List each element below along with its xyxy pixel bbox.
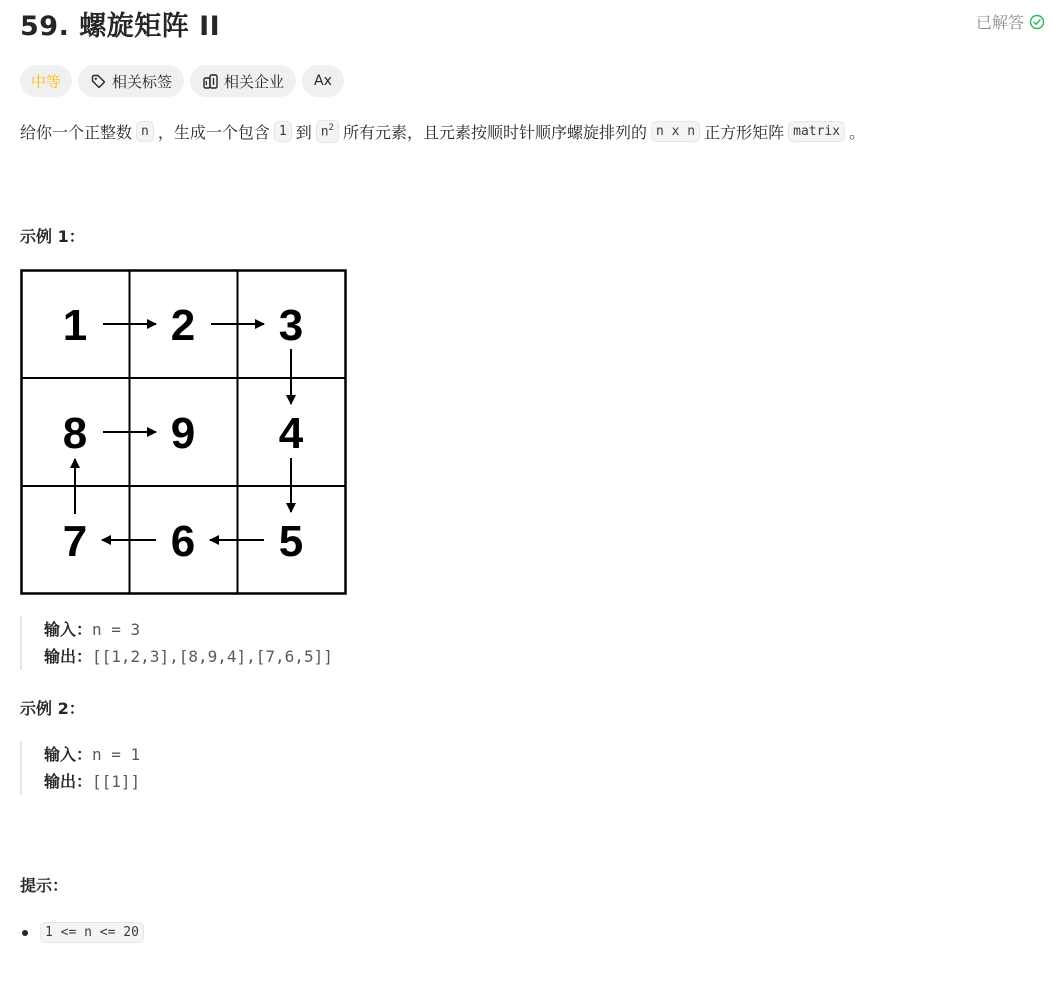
code-matrix: matrix xyxy=(788,121,845,142)
solved-label: 已解答 xyxy=(975,13,1024,32)
code-n: n xyxy=(136,121,154,142)
related-companies-label: 相关企业 xyxy=(224,72,285,91)
example1-io xyxy=(20,616,333,670)
code-n-x-n: n x n xyxy=(651,121,700,142)
desc-text: 给你一个正整数 xyxy=(20,123,133,142)
input-value: n = 3 xyxy=(92,620,141,639)
difficulty-badge[interactable]: 中等 xyxy=(20,65,72,97)
hint-code: 1 <= n <= 20 xyxy=(40,922,144,943)
desc-text: ，生成一个包含 xyxy=(157,123,270,142)
problem-title: 59. 螺旋矩阵 II xyxy=(20,11,221,42)
tag-bar xyxy=(20,65,344,97)
output-label: 输出： xyxy=(44,647,93,666)
spiral-matrix-image xyxy=(20,269,347,595)
matrix-cell-value: 1 xyxy=(62,301,88,350)
check-circle-icon xyxy=(1029,14,1045,30)
example2-heading: 示例 2： xyxy=(20,699,85,718)
hints-heading: 提示： xyxy=(20,876,69,895)
code-n-squared xyxy=(316,120,339,142)
example1-heading: 示例 1： xyxy=(20,227,85,246)
solved-status xyxy=(976,10,1045,33)
matrix-cell-value: 6 xyxy=(170,517,196,566)
hint-list-item xyxy=(20,922,148,943)
example2-io xyxy=(20,741,140,795)
related-companies-button[interactable] xyxy=(190,65,296,97)
desc-text: 。 xyxy=(849,123,866,142)
matrix-cell-value: 5 xyxy=(278,517,304,566)
translate-icon: Ax xyxy=(314,73,332,89)
matrix-cell-value: 8 xyxy=(62,409,88,458)
matrix-cell-value: 9 xyxy=(170,409,196,458)
superscript: 2 xyxy=(328,123,334,134)
desc-text: 正方形矩阵 xyxy=(704,123,785,142)
desc-text: 所有元素，且元素按顺时针顺序螺旋排列的 xyxy=(342,123,647,142)
desc-text: 到 xyxy=(295,123,312,142)
matrix-cell-value: 7 xyxy=(62,517,88,566)
bullet-icon xyxy=(22,930,28,936)
related-tags-button[interactable] xyxy=(78,65,184,97)
input-value: n = 1 xyxy=(92,745,141,764)
matrix-cell-value: 3 xyxy=(278,301,304,350)
code-1: 1 xyxy=(274,121,292,142)
tag-icon xyxy=(90,73,107,90)
code-n-base: n xyxy=(320,124,329,140)
output-value: [[1,2,3],[8,9,4],[7,6,5]] xyxy=(92,647,333,666)
input-label: 输入： xyxy=(44,620,93,639)
matrix-cell-value: 2 xyxy=(170,301,196,350)
related-tags-label: 相关标签 xyxy=(112,72,173,91)
input-label: 输入： xyxy=(44,745,93,764)
problem-description xyxy=(20,120,865,143)
translate-button[interactable] xyxy=(302,65,344,97)
output-label: 输出： xyxy=(44,772,93,791)
building-icon xyxy=(202,73,219,90)
matrix-cell-value: 4 xyxy=(278,409,304,458)
output-value: [[1]] xyxy=(92,772,141,791)
